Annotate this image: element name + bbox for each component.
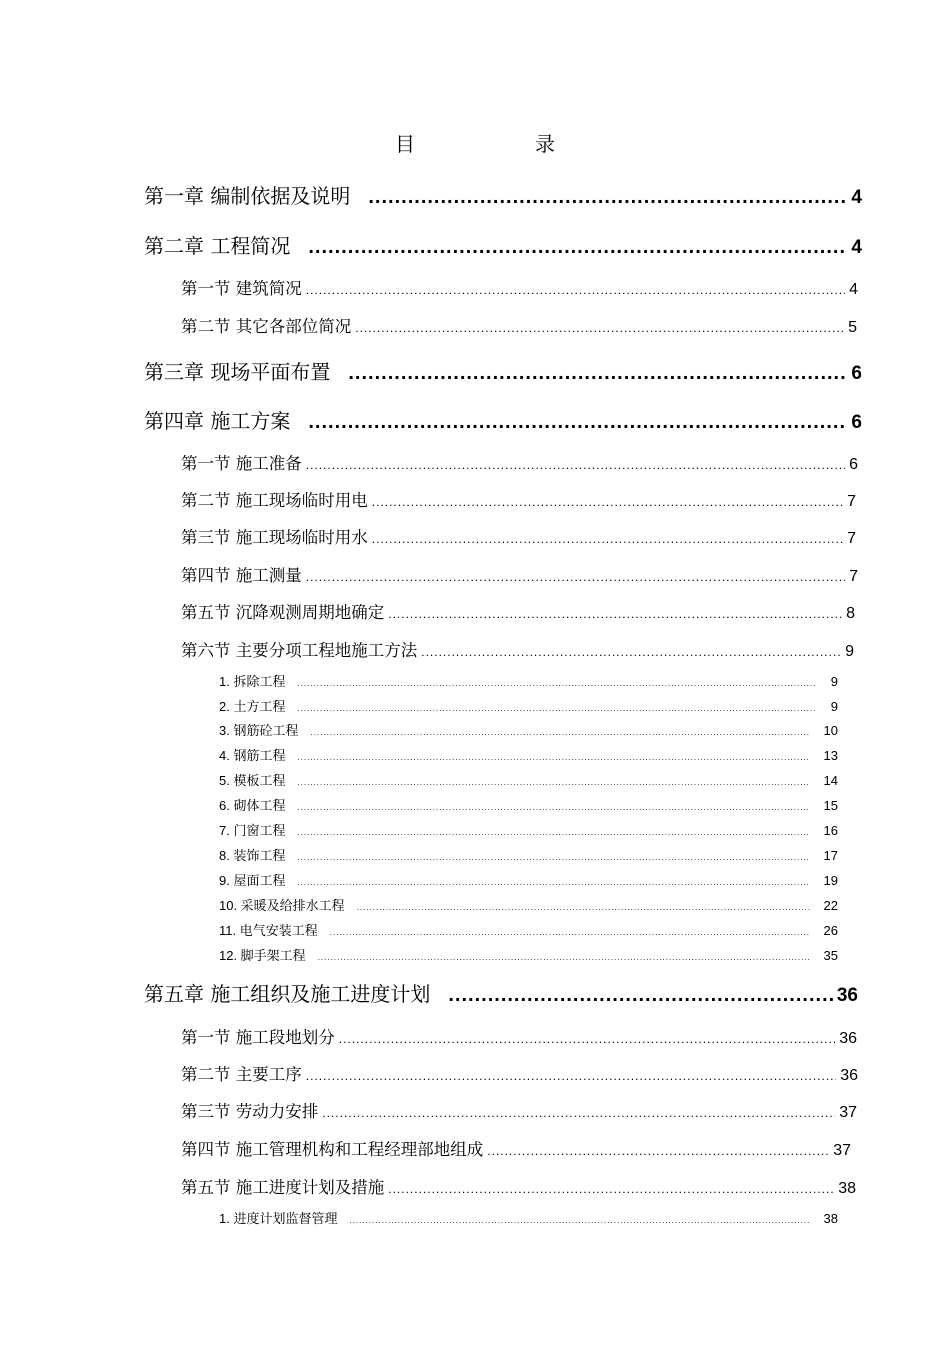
toc-entry-section[interactable] (181, 275, 858, 299)
toc-entry-section[interactable] (181, 313, 857, 337)
toc-leader-dots (421, 645, 841, 659)
toc-entry-page-number: 17 (823, 848, 838, 863)
toc-entry-label: 1. 进度计划监督管理 (219, 1211, 338, 1226)
toc-leader-dots (368, 186, 847, 209)
toc-entry-item[interactable] (219, 945, 838, 964)
toc-entry-section[interactable] (181, 524, 856, 548)
toc-entry-label: 8. 装饰工程 (219, 848, 286, 863)
toc-entry-label: 第五节 沉降观测周期地确定 (181, 603, 385, 622)
toc-entry-page-number: 19 (823, 873, 838, 888)
toc-leader-dots (297, 778, 809, 787)
toc-entry-label: 第二节 其它各部位简况 (181, 317, 352, 336)
toc-entry-label: 第三节 施工现场临时用水 (181, 528, 368, 547)
toc-entry-page-number: 38 (823, 1211, 838, 1226)
toc-entry-page-number: 15 (823, 798, 838, 813)
toc-entry-label: 第一节 施工段地划分 (181, 1028, 335, 1047)
toc-entry-item[interactable] (219, 870, 838, 889)
toc-entry-item[interactable] (219, 671, 838, 690)
toc-entry-page-number: 9 (845, 643, 854, 660)
toc-entry-page-number: 6 (849, 456, 858, 473)
toc-leader-dots (339, 1032, 835, 1046)
toc-entry-page-number: 22 (823, 898, 838, 913)
toc-leader-dots (448, 984, 833, 1007)
toc-leader-dots (310, 728, 809, 737)
toc-entry-page-number: 26 (823, 923, 838, 938)
toc-entry-item[interactable] (219, 845, 838, 864)
toc-entry-page-number: 5 (848, 319, 857, 336)
toc-leader-dots (297, 853, 809, 862)
toc-entry-item[interactable] (219, 820, 838, 839)
toc-entry-section[interactable] (181, 599, 855, 623)
toc-entry-label: 12. 脚手架工程 (219, 948, 306, 963)
toc-entry-page-number: 16 (823, 823, 838, 838)
page-title: 目 录 (395, 132, 605, 156)
toc-entry-label: 9. 屋面工程 (219, 873, 286, 888)
toc-entry-section[interactable] (181, 1024, 857, 1048)
toc-entry-page-number: 4 (851, 187, 862, 208)
toc-entry-item[interactable] (219, 795, 838, 814)
toc-entry-label: 第二节 主要工序 (181, 1065, 302, 1084)
toc-entry-label: 第一节 建筑简况 (181, 279, 302, 298)
toc-leader-dots (306, 283, 845, 297)
toc-leader-dots (308, 236, 847, 259)
toc-entry-page-number: 38 (838, 1180, 856, 1197)
toc-entry-page-number: 37 (839, 1104, 857, 1121)
toc-entry-label: 第四节 施工测量 (181, 566, 302, 585)
toc-entry-section[interactable] (181, 637, 854, 661)
toc-leader-dots (330, 928, 810, 937)
toc-entry-label: 第四节 施工管理机构和工程经理部地组成 (181, 1140, 484, 1159)
toc-entry-page-number: 4 (849, 281, 858, 298)
toc-leader-dots (297, 878, 809, 887)
toc-leader-dots (297, 679, 816, 688)
toc-entry-label: 第二节 施工现场临时用电 (181, 491, 368, 510)
toc-entry-item[interactable] (219, 720, 838, 739)
toc-entry-page-number: 36 (839, 1030, 857, 1047)
toc-entry-page-number: 8 (846, 605, 855, 622)
toc-entry-page-number: 9 (830, 674, 838, 689)
toc-leader-dots (348, 362, 847, 385)
toc-entry-section[interactable] (181, 487, 856, 511)
toc-entry-item[interactable] (219, 895, 838, 914)
toc-entry-page-number: 35 (823, 948, 838, 963)
toc-entry-section[interactable] (181, 1136, 851, 1160)
toc-entry-chapter[interactable] (144, 230, 862, 259)
toc-leader-dots (487, 1144, 829, 1158)
toc-leader-dots (297, 704, 816, 713)
toc-entry-label: 1. 拆除工程 (219, 674, 286, 689)
toc-leader-dots (349, 1216, 809, 1225)
toc-entry-item[interactable] (219, 745, 838, 764)
toc-entry-label: 第一章 编制依据及说明 (144, 184, 351, 208)
toc-leader-dots (322, 1106, 835, 1120)
toc-entry-page-number: 7 (847, 530, 856, 547)
toc-entry-page-number: 7 (849, 568, 858, 585)
toc-entry-item[interactable] (219, 1208, 838, 1227)
toc-entry-label: 4. 钢筋工程 (219, 748, 286, 763)
toc-entry-label: 3. 钢筋砼工程 (219, 723, 299, 738)
toc-leader-dots (388, 1182, 834, 1196)
toc-leader-dots (388, 607, 842, 621)
toc-entry-section[interactable] (181, 1174, 856, 1198)
toc-entry-item[interactable] (219, 696, 838, 715)
toc-entry-page-number: 7 (847, 493, 856, 510)
toc-entry-section[interactable] (181, 450, 858, 474)
toc-leader-dots (372, 532, 843, 546)
toc-entry-chapter[interactable] (144, 978, 858, 1007)
toc-entry-label: 第六节 主要分项工程地施工方法 (181, 641, 418, 660)
toc-leader-dots (318, 953, 810, 962)
toc-entry-label: 第三章 现场平面布置 (144, 360, 331, 384)
toc-entry-chapter[interactable] (144, 180, 862, 209)
toc-entry-page-number: 13 (823, 748, 838, 763)
toc-leader-dots (372, 495, 843, 509)
toc-leader-dots (355, 321, 844, 335)
toc-entry-label: 第四章 施工方案 (144, 409, 291, 433)
toc-entry-label: 10. 采暖及给排水工程 (219, 898, 345, 913)
toc-entry-page-number: 37 (833, 1142, 851, 1159)
toc-leader-dots (297, 828, 809, 837)
toc-leader-dots (306, 1069, 836, 1083)
toc-entry-label: 7. 门窗工程 (219, 823, 286, 838)
toc-entry-section[interactable] (181, 1061, 858, 1085)
toc-entry-label: 第三节 劳动力安排 (181, 1102, 319, 1121)
toc-leader-dots (308, 411, 847, 434)
toc-entry-item[interactable] (219, 920, 838, 939)
toc-entry-item[interactable] (219, 770, 838, 789)
toc-entry-page-number: 10 (823, 723, 838, 738)
toc-entry-label: 5. 模板工程 (219, 773, 286, 788)
toc-leader-dots (357, 903, 810, 912)
toc-entry-section[interactable] (181, 562, 858, 586)
toc-entry-chapter[interactable] (144, 356, 862, 385)
toc-entry-label: 11. 电气安装工程 (219, 923, 318, 938)
toc-entry-label: 6. 砌体工程 (219, 798, 286, 813)
toc-leader-dots (297, 803, 809, 812)
toc-entry-chapter[interactable] (144, 405, 862, 434)
toc-leader-dots (306, 570, 845, 584)
toc-entry-page-number: 6 (851, 412, 862, 433)
toc-entry-label: 第二章 工程简况 (144, 234, 291, 258)
toc-entry-page-number: 4 (851, 237, 862, 258)
toc-leader-dots (297, 753, 809, 762)
toc-entry-page-number: 14 (823, 773, 838, 788)
toc-entry-page-number: 9 (830, 699, 838, 714)
toc-entry-label: 第五节 施工进度计划及措施 (181, 1178, 385, 1197)
toc-entry-page-number: 6 (851, 363, 862, 384)
toc-entry-section[interactable] (181, 1098, 857, 1122)
toc-leader-dots (306, 458, 845, 472)
toc-entry-page-number: 36 (836, 985, 858, 1006)
toc-entry-label: 2. 土方工程 (219, 699, 286, 714)
toc-entry-page-number: 36 (840, 1067, 858, 1084)
toc-entry-label: 第一节 施工准备 (181, 454, 302, 473)
toc-entry-label: 第五章 施工组织及施工进度计划 (144, 982, 431, 1006)
